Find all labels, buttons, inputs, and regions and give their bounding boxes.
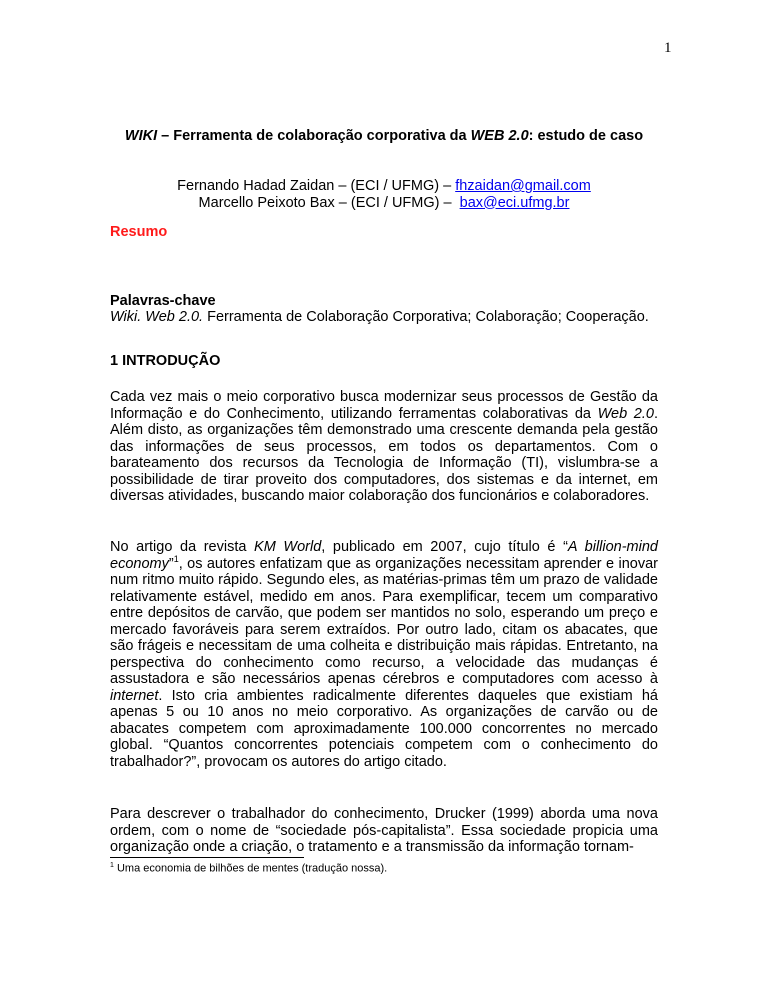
- paragraph: [110, 389, 658, 505]
- footnote-reference[interactable]: 1: [173, 553, 179, 564]
- title-subtitle: : estudo de caso: [528, 128, 644, 144]
- paragraph: Para descrever o trabalhador do conhecimento, Drucker (1999) aborda uma nova ordem, com o nome de “sociedade pós-capitalista”. Essa sociedade propicia uma organização onde a criação, o tratamento e a transmissão da informação tornam-: [110, 806, 658, 855]
- title-text: – Ferramenta de colaboração corporativa da: [157, 128, 471, 144]
- text-run: , publicado em 2007, cujo título é “: [321, 539, 568, 555]
- text-run: . Além disto, as organizações têm demonstrado uma crescente demanda pela gestão das informações de seus processos, em todos os departamentos. Com o barateamento dos recursos da Tecnologia de Informação (TI), vislumbra-se a possibilidade de tirar proveito dos computadores, dos sistemas e da internet, em diversas atividades, buscando maior colaboração dos funcionários e colaboradores.: [110, 405, 658, 504]
- title-wiki: WIKI: [124, 128, 158, 144]
- text-run: Cada vez mais o meio corporativo busca modernizar seus processos de Gestão da Informação e do Conhecimento, utilizando ferramentas colaborativas da: [110, 389, 658, 422]
- text-run: No artigo da revista: [110, 539, 255, 555]
- title-web20: WEB 2.0: [470, 128, 529, 144]
- document-title: [0, 128, 768, 144]
- text-run: ”: [168, 555, 174, 572]
- footnote-text: Uma economia de bilhões de mentes (tradução nossa).: [113, 862, 388, 875]
- abstract-heading: Resumo: [110, 224, 168, 240]
- text-run: , os autores enfatizam que as organizações necessitam aprender e inovar num ritmo muito rápido. Segundo eles, as matérias-primas têm um prazo de validade relativamente estável, medido em anos. Para exemplificar, tecem um comparativo entre depósitos de carvão, que podem ser mantidos no solo, esperando um preço e mercado favoráveis para serem extraídos. Por outro lado, citam os abacates, que são frágeis e necessitam de uma colheita e distribuição mais rápidas. Entretanto, na perspectiva do conhecimento como recurso, a velocidade das mudanças é assustadora e são necessários apenas cérebros e computadores com acesso à: [110, 555, 658, 687]
- text-run: . Isto cria ambientes radicalmente diferentes daqueles que existiam há apenas 5 ou 10 anos no meio corporativo. As organizações de carvão ou de abacates competem com aproximadamente 100.000 concorrentes no mercado global. “Quantos concorrentes potenciais competem com o conhecimento do trabalhador?”, provocam os autores do artigo citado.: [110, 687, 658, 770]
- page-number: 1: [664, 40, 672, 56]
- author-name: Fernando Hadad Zaidan – (ECI / UFMG) –: [177, 178, 456, 194]
- author-name: Marcello Peixoto Bax – (ECI / UFMG) –: [198, 194, 460, 211]
- footnote-mark: 1: [110, 862, 114, 869]
- keywords-heading: Palavras-chave: [110, 293, 216, 309]
- footnote-separator: [110, 857, 304, 858]
- text-italic: KM World: [254, 539, 322, 555]
- section-heading: 1 INTRODUÇÃO: [110, 353, 221, 369]
- authors-block: [0, 178, 768, 211]
- text-italic: A billion-mind economy: [110, 539, 658, 572]
- footnote: [110, 862, 387, 875]
- author-email-link[interactable]: bax@eci.ufmg.br: [459, 194, 570, 211]
- author-line: [0, 178, 768, 195]
- keywords-list: [110, 309, 658, 326]
- keywords-italic: Wiki. Web 2.0.: [110, 309, 204, 325]
- paragraph: [110, 539, 658, 770]
- text-italic: Web 2.0: [597, 405, 654, 422]
- text-italic: internet: [110, 687, 159, 704]
- author-line: [0, 195, 768, 212]
- author-email-link[interactable]: fhzaidan@gmail.com: [455, 178, 591, 194]
- keywords-rest: Ferramenta de Colaboração Corporativa; Colaboração; Cooperação.: [203, 309, 649, 325]
